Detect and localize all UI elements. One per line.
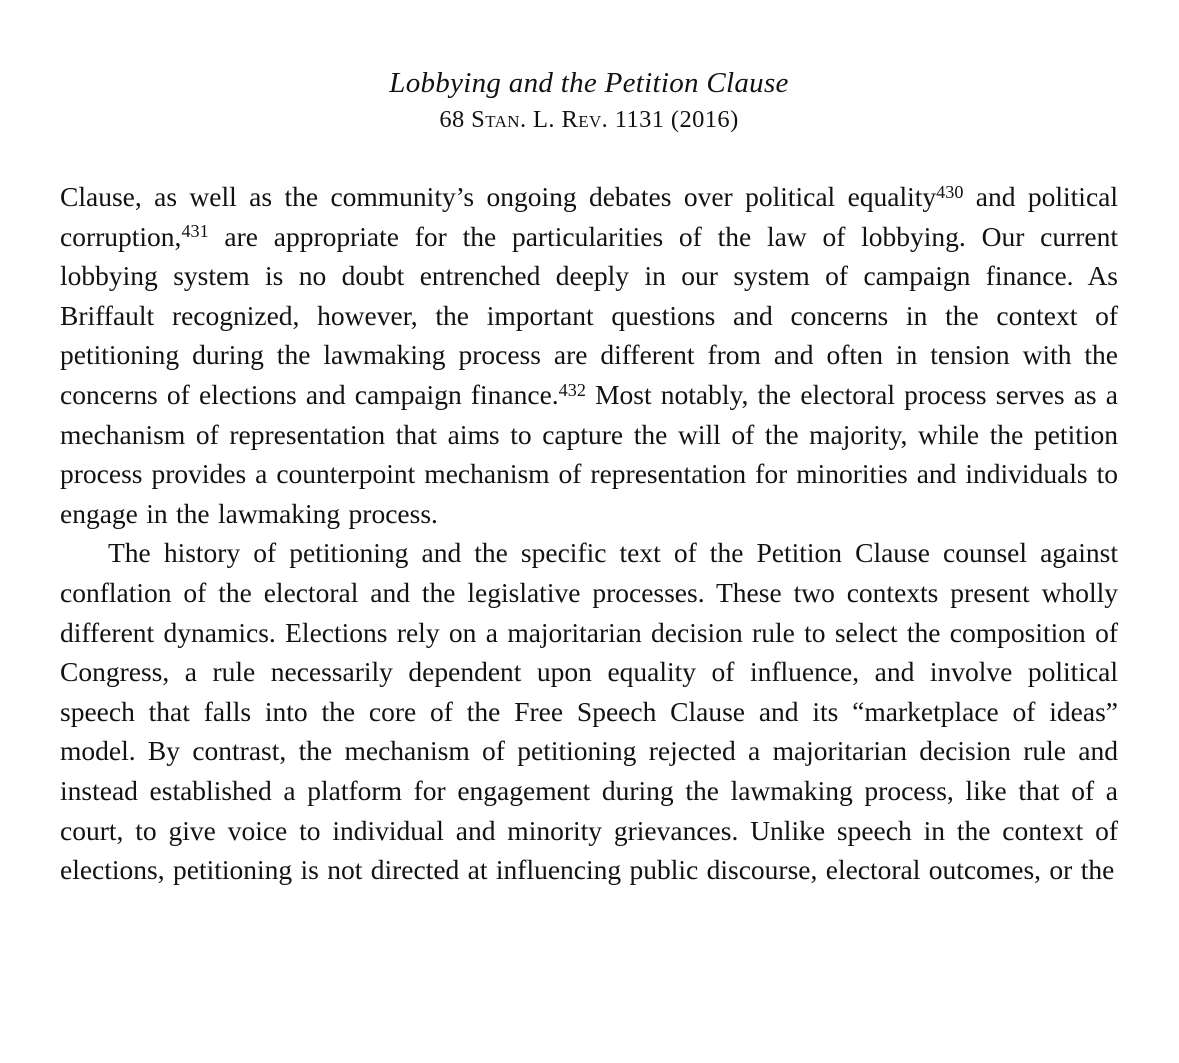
- footnote-reference: 432: [558, 379, 586, 400]
- body-text: The history of petitioning and the specific text of the Petition Clause counsel against conflation of the electoral and the legislative processes. These two contexts present wholly different dynamics. Elections rely on a majoritarian decision rule to select the composition of Congress, a rule necessarily dependent upon equality of influence, and involve political speech that falls into the core of the Free Speech Clause and its “marketplace of ideas” model. By contrast, the mechanism of petitioning rejected a majoritarian decision rule and instead established a platform for engagement during the lawmaking process, like that of a court, to give voice to individual and minority grievances. Unlike speech in the context of elections, petitioning is not directed at influencing public discourse, electoral outcomes, or the: [60, 537, 1118, 886]
- paragraph: [60, 533, 1118, 889]
- article-citation: 68 Stan. L. Rev. 1131 (2016): [439, 106, 739, 133]
- article-body: [60, 177, 1118, 890]
- footnote-reference: 430: [936, 181, 964, 202]
- body-text: and political corruption,: [60, 181, 1118, 252]
- body-text: Clause, as well as the community’s ongoing debates over political equality: [60, 181, 937, 212]
- article-title: Lobbying and the Petition Clause: [389, 67, 789, 99]
- article-header: [60, 66, 1118, 135]
- body-text: are appropriate for the particularities of the law of lobbying. Our current lobbying system is no doubt entrenched deeply in our system of campaign finance. As Briffault recognized, however, the important questions and concerns in the context of petitioning during the lawmaking process are different from and often in tension with the concerns of elections and campaign finance.: [60, 220, 1118, 410]
- paragraph: [60, 177, 1118, 533]
- footnote-reference: 431: [181, 221, 209, 242]
- body-text: Most notably, the electoral process serves as a mechanism of representation that aims to capture the will of the majority, while the petition process provides a counterpoint mechanism of representation for minorities and individuals to engage in the lawmaking process.: [60, 378, 1118, 529]
